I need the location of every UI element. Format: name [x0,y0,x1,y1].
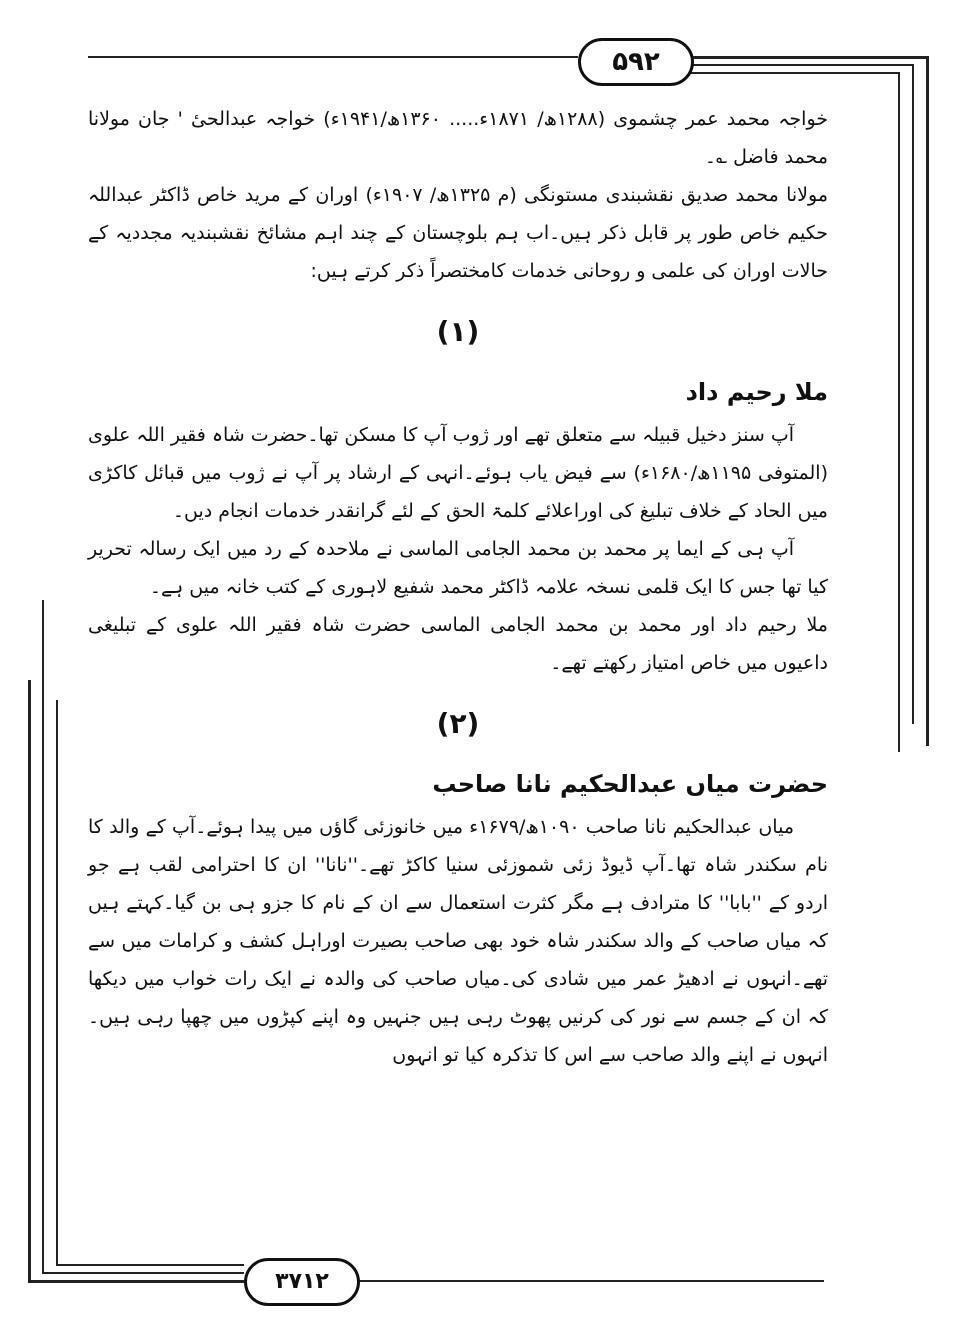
section-number-1: (۱) [436,315,480,348]
page-body [88,100,828,1074]
section1-paragraph-3: ملا رحیم داد اور محمد بن محمد الجامی الماسی حضرت شاہ فقیر اللہ علوی کے تبلیغی داعیوں میں خاص امتیاز رکھتے تھے۔ [88,614,828,674]
frame-bottom-inner [42,1272,244,1274]
intro-paragraph: مولانا محمد صدیق نقشبندی مستونگی (م ۱۳۲۵ھ/ ۱۹۰۷ء) اوران کے مرید خاص ڈاکٹر عبداللہ حکیم خاص طور پر قابل ذکر ہیں۔اب ہم بلوچستان کے چند اہم مشائخ نقشبندیہ مجددیہ کے حالات اوران کی علمی و روحانی خدمات کامختصراً ذکر کرتے ہیں: [88,184,828,282]
frame-left-inner2 [56,700,58,1264]
frame-top-inner [688,64,914,66]
page-number-bottom: ۳۷۱۲ [244,1258,360,1306]
frame-top-outer [688,56,928,59]
frame-right-inner [912,64,914,724]
frame-right-outer [926,56,929,746]
frame-top-inner2 [688,72,900,74]
frame-bottom-inner2 [56,1264,244,1266]
intro-line-1: خواجہ محمد عمر چشموی (۱۲۸۸ھ/ ۱۸۷۱ء..... ۱۳۶۰ھ/۱۹۴۱ء) خواجہ عبدالحیٔ ' جان مولانا محمد فاضل ؎۔ [88,108,829,168]
page-number-top: ۵۹۲ [578,38,694,86]
section2-paragraph-1: میاں عبدالحکیم نانا صاحب ۱۰۹۰ھ/۱۶۷۹ء میں خانوزئی گاؤں میں پیدا ہوئے۔آپ کے والد کا نام سکندر شاہ تھا۔آپ ڈیوڈ زئی شموزئی سنیا کاکڑ تھے۔''نانا'' ان کا احترامی لقب ہے جو اردو کے ''بابا'' کا مترادف ہے مگر کثرت استعمال سے ان کے نام کا جزو ہی بن گیا۔کہتے ہیں کہ میاں صاحب کے والد سکندر شاہ خود بھی صاحب بصیرت اوراہل کشف و کرامات میں سے تھے۔انہوں نے ادھیڑ عمر میں شادی کی۔میاں صاحب کی والدہ نے ایک رات خواب میں دیکھا کہ ان کے جسم سے نور کی کرنیں پھوٹ رہی ہیں جنہیں وہ اپنے کپڑوں میں چھپا رہی ہیں۔انہوں نے اپنے والد صاحب سے اس کا تذکرہ کیا تو انہوں [88,816,828,1066]
section-heading-1: ملا رحیم داد [685,378,828,406]
section1-paragraph-2: آپ ہی کے ایما پر محمد بن محمد الجامی الماسی نے ملاحدہ کے رد میں ایک رسالہ تحریر کیا تھا جس کا ایک قلمی نسخہ علامہ ڈاکٹر محمد شفیع لاہوری کے کتب خانہ میں ہے۔ [88,538,828,598]
section1-paragraph-1: آپ سنز دخیل قبیلہ سے متعلق تھے اور ژوب آپ کا مسکن تھا۔حضرت شاہ فقیر اللہ علوی (المتوفی ۱۱۹۵ھ/۱۶۸۰ء) سے فیض یاب ہوئے۔انہی کے ارشاد پر آپ نے ژوب میں قبائل کاکڑی میں الحاد کے خلاف تبلیغ کی اوراعلائے کلمۃ الحق کے لئے گرانقدر خدمات انجام دیں۔ [88,424,828,522]
frame-bottom-outer [28,1280,244,1283]
frame-left-inner [42,600,44,1272]
frame-left-outer [28,680,31,1280]
section-heading-2: حضرت میاں عبدالحکیم نانا صاحب [432,770,828,798]
frame-top-left-line [88,56,578,58]
frame-bottom-right-line [354,1280,824,1282]
frame-right-inner2 [898,72,900,752]
section-number-2: (۲) [436,707,480,740]
